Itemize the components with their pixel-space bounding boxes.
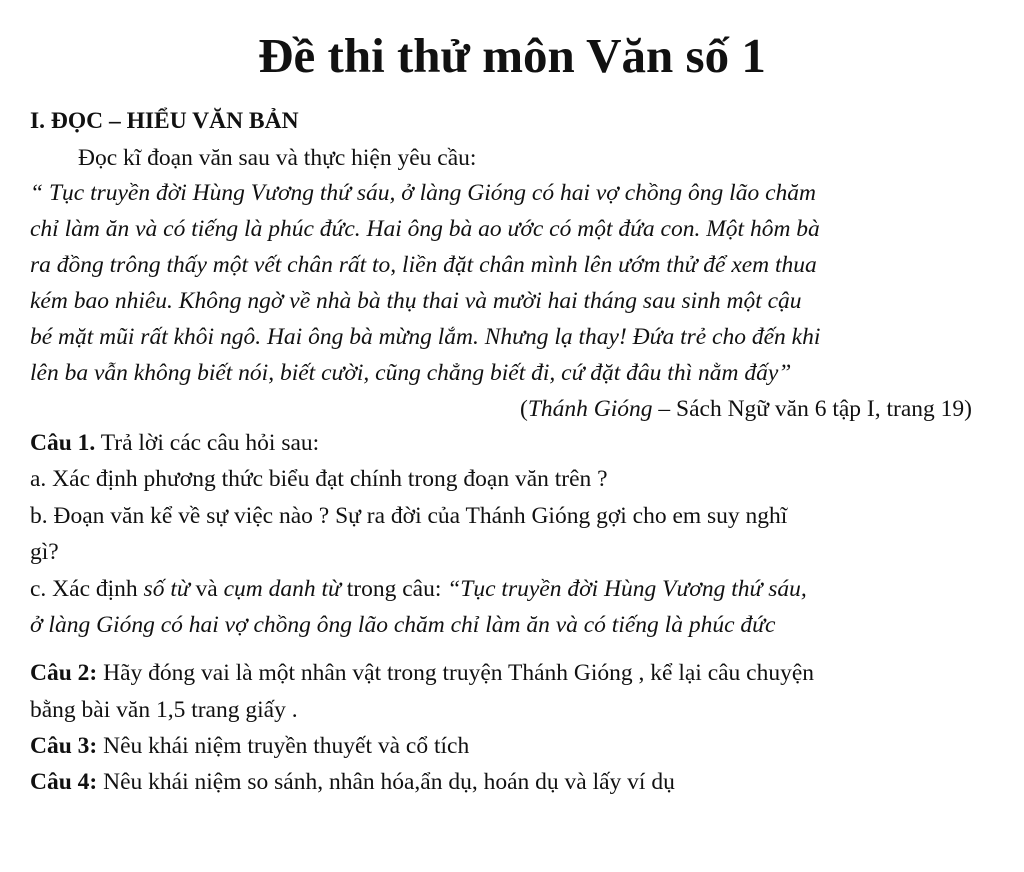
question-1b-line-1: b. Đoạn văn kể về sự việc nào ? Sự ra đời của Thánh Gióng gợi cho em suy nghĩ (30, 503, 788, 529)
passage-line: ra đồng trông thấy một vết chân rất to, liền đặt chân mình lên ướm thử để xem thua (30, 252, 817, 278)
passage-line: chỉ làm ăn và có tiếng là phúc đức. Hai ông bà ao ước có một đứa con. Một hôm bà (30, 216, 820, 242)
question-1a: a. Xác định phương thức biểu đạt chính trong đoạn văn trên ? (30, 466, 608, 492)
page-title: Đề thi thử môn Văn số 1 (258, 28, 766, 83)
question-3-label: Câu 3: (30, 733, 98, 759)
question-3 (30, 731, 469, 761)
question-1c-prefix: c. Xác định (30, 576, 144, 602)
passage-line: kém bao nhiêu. Không ngờ về nhà bà thụ thai và mười hai tháng sau sinh một cậu (30, 288, 802, 314)
quoted-sentence-part-2: ở làng Gióng có hai vợ chồng ông lão chăm chỉ làm ăn và có tiếng là phúc đức (30, 612, 776, 638)
quoted-sentence-part-1: “Tục truyền đời Hùng Vương thứ sáu, (447, 576, 807, 602)
passage-line: bé mặt mũi rất khôi ngô. Hai ông bà mừng lắm. Nhưng lạ thay! Đứa trẻ cho đến khi (30, 324, 821, 350)
question-3-text: Nêu khái niệm truyền thuyết và cổ tích (97, 733, 470, 759)
question-1-text: Trả lời các câu hỏi sau: (95, 430, 320, 456)
question-1c-line-1 (30, 574, 807, 604)
question-2-line-1 (30, 658, 814, 688)
term-cum-danh-tu: cụm danh từ (223, 576, 341, 602)
question-1-label: Câu 1. (30, 430, 96, 456)
term-so-tu: số từ (143, 576, 190, 602)
question-1c-connector-2: trong câu: (340, 576, 448, 602)
question-1 (30, 428, 319, 458)
question-1c-connector: và (189, 576, 224, 602)
passage-line: “ Tục truyền đời Hùng Vương thứ sáu, ở làng Gióng có hai vợ chồng ông lão chăm (30, 180, 816, 206)
source-paren: ( (520, 396, 528, 422)
question-4 (30, 767, 675, 797)
passage-line: lên ba vẫn không biết nói, biết cười, cũng chẳng biết đi, cứ đặt đâu thì nằm đấy” (30, 360, 792, 386)
source-detail: – Sách Ngữ văn 6 tập I, trang 19) (652, 396, 972, 422)
source-work-title: Thánh Gióng (527, 396, 653, 422)
passage-source (520, 394, 972, 424)
question-2-line-2: bằng bài văn 1,5 trang giấy . (30, 697, 298, 723)
question-2-label: Câu 2: (30, 660, 98, 686)
question-1b-line-2: gì? (30, 539, 59, 565)
question-2-text: Hãy đóng vai là một nhân vật trong truyện Thánh Gióng , kể lại câu chuyện (97, 660, 815, 686)
instruction-text: Đọc kĩ đoạn văn sau và thực hiện yêu cầu: (78, 145, 477, 171)
question-4-label: Câu 4: (30, 769, 98, 795)
section-heading: I. ĐỌC – HIỂU VĂN BẢN (30, 108, 299, 134)
question-4-text: Nêu khái niệm so sánh, nhân hóa,ẩn dụ, hoán dụ và lấy ví dụ (97, 769, 675, 795)
